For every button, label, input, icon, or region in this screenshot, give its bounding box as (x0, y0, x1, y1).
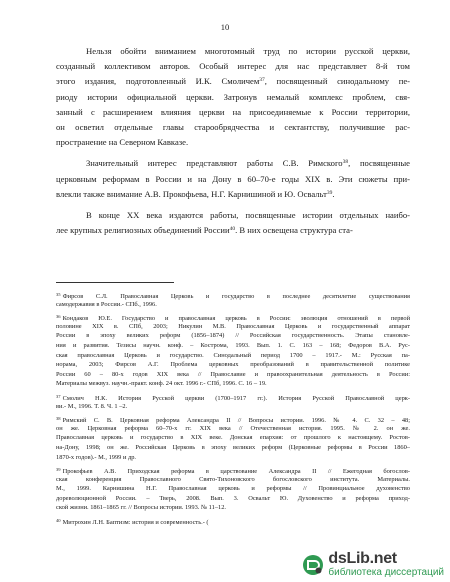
watermark-brand-suffix: .net (369, 550, 397, 567)
footnote-text: России в эпоху великих реформ (1856–1874) // Российская государственность. Этапы становле- (56, 332, 410, 340)
footnote-line (56, 475, 410, 485)
page-number: 10 (220, 22, 230, 32)
footnote-line (56, 300, 410, 310)
footnote-text: на-Дону, 1998; он же. Российская Церковь в эпоху великих реформ (Церковные реформы в России 1860– (56, 443, 410, 451)
line-text: он осветил отдельные главы старообрядчества и сектантству, получившие рас- (56, 121, 410, 132)
footnote-text: ви.- М., 1996. Т. 8. Ч. 1 –2. (56, 402, 128, 410)
footnote-text: ская конференция Православного Свято-Тихоновского богословского института. Материалы. (56, 475, 410, 483)
footnote-reference[interactable]: 40 (229, 226, 236, 233)
footnote-line (56, 453, 410, 463)
watermark-brand (328, 551, 444, 567)
footnote-line (56, 360, 410, 370)
footnote-line (56, 443, 410, 453)
paragraph-line (56, 172, 410, 187)
footnote-text: Материалы межвуз. научн.-практ. конф. 24 окт. 1996 г.- СПб, 1996. С. 16 – 19. (56, 380, 267, 388)
footnote-line (56, 402, 410, 412)
paragraph-line (56, 44, 410, 59)
footnote (56, 414, 410, 462)
footnote-text: Прокофьев А.В. Приходская реформа в царствование Александра II // Ежегодная богослов- (62, 468, 410, 475)
line-text: созданный коллективом авторов. Особый интерес для нас представляет 8-й том (56, 61, 410, 72)
paragraph-line (56, 120, 410, 135)
footnote-number: 36 (56, 314, 61, 320)
footnotes (56, 290, 410, 529)
footnote-text: М., 1999. Карнишина Н.Г. Православная церковь и реформы // Провинциальное духовенство (56, 485, 410, 493)
line-text: . (332, 188, 335, 199)
footnote-text: Митрохин Л.Н. Баптизм: история и современность.- ( (62, 519, 209, 526)
footnote-text: России 60 – 80-х годов XIX века // Православие и правоохранительная деятельность в России: (56, 370, 410, 378)
footnote-text: 1870-х годов).- М., 1999 и др. (56, 453, 137, 461)
footnote-text: ская православная Церковь и государство. Синодальный период 1700 – 1917.- М.: Русская па- (56, 351, 410, 359)
paragraph-line (56, 187, 410, 202)
footnote-line (56, 392, 410, 402)
line-text: Значительный интерес представляют работы С.В. Римского (86, 158, 343, 169)
dslib-logo-icon (302, 554, 324, 576)
paragraph-line (56, 59, 410, 74)
footnote-text: половине XIX в. СПб, 2003; Никулин М.В. Православная Церковь и государственный аппарат (56, 322, 410, 330)
body-text (56, 44, 410, 238)
watermark-text (328, 551, 444, 578)
paragraph-line (56, 90, 410, 105)
footnote-text: Фирсов С.Л. Православная Церковь и государство в последнее десятилетие существования (62, 293, 410, 300)
footnote-line (56, 484, 410, 494)
line-text: влекли также внимание А.В. Прокофьева, Н.Г. Карнишиной и Ю. Освальт (56, 188, 327, 199)
paragraph-line (56, 135, 410, 150)
footnote-text: Православная церковь и государство в XIX веке. Донская епархия: от прошлого к настоящему. Ростов- (56, 434, 410, 442)
line-text: В конце XX века издаются работы, посвященные истории отдельных наибо- (86, 209, 410, 220)
paragraph-line (56, 74, 410, 89)
footnote-text: Римский С. В. Церковная реформа Александра II // Вопросы истории. 1996. № 4. С. 32 – 48; (62, 417, 410, 424)
footnote-line (56, 341, 410, 351)
footnote-text: ской жизни. 1861–1865 гг. // Вопросы истории. 1993. № 11–12. (56, 504, 226, 512)
footnote-number: 38 (56, 416, 61, 422)
line-text: , посвященный синодальному пе- (264, 76, 410, 87)
footnote-line (56, 370, 410, 380)
footnote-line (56, 414, 410, 424)
footnote-text: Смолич Н.К. История Русской церкви (1700–1917 гг.). История Русской Православной церк- (62, 394, 410, 402)
footnote-reference[interactable]: 38 (342, 159, 349, 166)
footnote-number: 39 (56, 467, 61, 473)
footnote-line (56, 312, 410, 322)
footnote (56, 465, 410, 513)
line-text: Нельзя обойти вниманием многотомный труд по истории русской церкви, (86, 46, 410, 56)
footnote-line (56, 433, 410, 443)
footnote (56, 312, 410, 389)
footnote-text: ния и развития. Тезисы научн. конф. – Кострома, 1993. Вып. 1. С. 163 – 168; Федоров В.А. Рус- (56, 341, 410, 349)
footnote-line (56, 424, 410, 434)
footnote-line (56, 379, 410, 389)
line-text: , посвященные (348, 158, 410, 169)
watermark-subtitle: библиотека диссертаций (328, 567, 444, 578)
dslib-watermark (302, 551, 444, 578)
line-text: этого издания, подготовленный И.К. Смоличем (56, 76, 260, 87)
line-text: риоду истории официальной церкви. Затронув немалый комплекс проблем, свя- (56, 91, 410, 102)
line-text: занный с расширением влияния церкви на присоединяемые к России территории, (56, 106, 410, 117)
line-text: пространение на Северном Кавказе. (56, 137, 189, 148)
footnote-reference[interactable]: 37 (259, 77, 265, 84)
paragraph-line (56, 208, 410, 223)
paragraph-line (56, 223, 410, 238)
line-text: . В них освещена структура ста- (235, 225, 353, 236)
footnote-divider (56, 282, 174, 283)
footnote-line (56, 290, 410, 300)
footnote-number: 37 (56, 393, 61, 399)
footnote-line (56, 322, 410, 332)
footnote (56, 516, 410, 526)
footnote-line (56, 503, 410, 513)
footnote-number: 35 (56, 292, 61, 297)
line-text: церковным реформам в России и на Дону в 60–70-е годы XIX в. Эти сюжеты при- (56, 173, 410, 184)
footnote-line (56, 516, 410, 526)
watermark-brand-main: dsLib (328, 550, 370, 567)
footnote-text: самодержавия в России.- СПб., 1996. (56, 300, 157, 308)
paragraph-line (56, 105, 410, 120)
footnote-line (56, 351, 410, 361)
line-text: лее крупных религиозных объединений России (56, 225, 230, 236)
footnote-line (56, 465, 410, 475)
footnote (56, 290, 410, 309)
footnote-line (56, 494, 410, 504)
footnote-reference[interactable]: 39 (326, 189, 333, 196)
footnote-text: он же. Церковная реформа 60–70-х гг. XIX века // Отечественная история. 1995. № 2. он же. (56, 424, 410, 432)
footnote-text: дореволюционной России. – Тверь, 2008. Вып. 3. Освальт Ю. Духовенство и реформа приход- (56, 494, 410, 502)
footnote (56, 392, 410, 411)
footnote-text: Кондаков Ю.Е. Государство и православная церковь в России: эволюция отношений в первой (62, 315, 410, 322)
paragraph-line (56, 156, 410, 171)
footnote-number: 40 (56, 518, 61, 524)
footnote-line (56, 331, 410, 341)
footnote-text: норама, 2003; Фирсов А.Г. Проблема церковных преобразований в правительственной политике (56, 361, 410, 369)
